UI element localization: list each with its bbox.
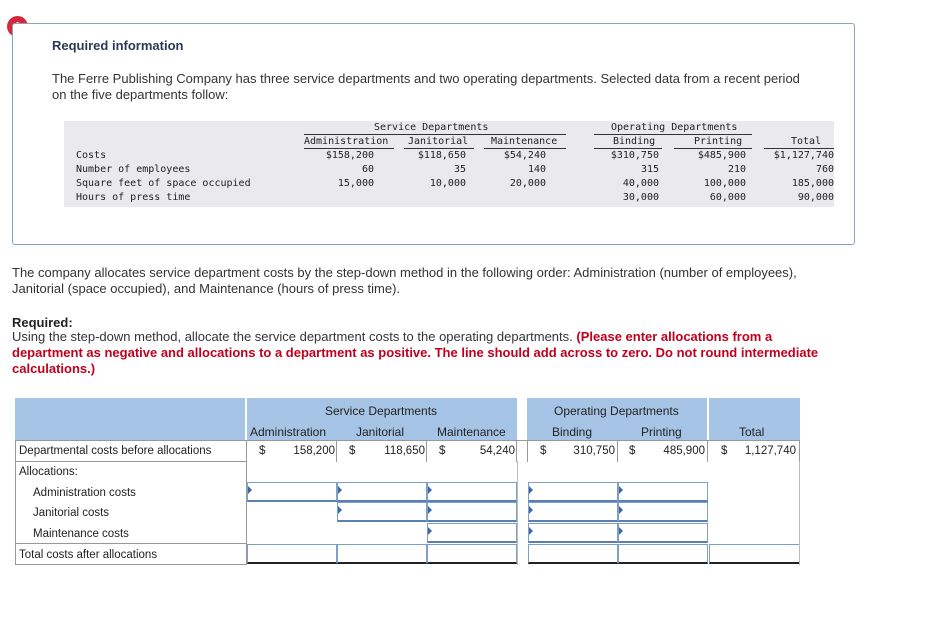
admin-alloc-janitorial-input[interactable] bbox=[337, 482, 427, 502]
source-cell: 60,000 bbox=[709, 192, 746, 203]
col-divider bbox=[527, 440, 528, 462]
source-cell: 20,000 bbox=[509, 178, 546, 189]
source-row-label: Number of employees bbox=[76, 164, 191, 175]
row-divider bbox=[15, 543, 247, 544]
janitorial-alloc-maintenance-input[interactable] bbox=[427, 502, 517, 522]
admin-header-underline bbox=[304, 148, 394, 149]
col-divider bbox=[517, 461, 518, 565]
row-label-janitorial-costs: Janitorial costs bbox=[33, 507, 110, 519]
service-underline bbox=[304, 134, 566, 135]
currency-symbol: $ bbox=[540, 445, 547, 457]
janitorial-alloc-printing-input[interactable] bbox=[618, 502, 708, 522]
source-cell: 140 bbox=[527, 164, 546, 175]
source-cell: 760 bbox=[815, 164, 834, 175]
row-label-admin-costs: Administration costs bbox=[33, 487, 136, 499]
source-col-admin: Administration bbox=[304, 136, 389, 147]
col-divider bbox=[707, 440, 708, 462]
source-cell: 60 bbox=[361, 164, 374, 175]
before-total-value: 1,127,740 bbox=[744, 445, 796, 457]
allocation-answer-table bbox=[15, 398, 800, 566]
col-divider bbox=[15, 440, 16, 564]
source-cell: $310,750 bbox=[610, 150, 659, 161]
source-col-maintenance: Maintenance bbox=[491, 136, 558, 147]
source-cell: 90,000 bbox=[797, 192, 834, 203]
currency-symbol: $ bbox=[259, 445, 266, 457]
admin-alloc-maintenance-input[interactable] bbox=[427, 482, 517, 502]
before-binding-value: 310,750 bbox=[573, 445, 615, 457]
source-row-label: Costs bbox=[76, 150, 107, 161]
answer-col-admin: Administration bbox=[250, 425, 327, 439]
required-information-panel bbox=[12, 23, 855, 245]
row-divider bbox=[15, 440, 800, 441]
binding-header-underline bbox=[594, 148, 662, 149]
source-group-service: Service Departments bbox=[374, 122, 489, 133]
janitorial-alloc-binding-input[interactable] bbox=[528, 502, 618, 522]
before-maintenance-value: 54,240 bbox=[479, 445, 515, 457]
answer-group-operating: Operating Departments bbox=[554, 404, 679, 418]
col-divider bbox=[799, 440, 800, 462]
header-blank bbox=[15, 398, 245, 440]
currency-symbol: $ bbox=[629, 445, 636, 457]
maintenance-alloc-binding-input[interactable] bbox=[528, 523, 618, 543]
row-divider bbox=[15, 564, 247, 565]
col-divider bbox=[799, 461, 800, 565]
total-after-admin-cell bbox=[247, 544, 337, 564]
janitorial-alloc-janitorial-input[interactable] bbox=[337, 502, 427, 522]
source-cell: 40,000 bbox=[622, 178, 659, 189]
col-divider bbox=[516, 440, 517, 462]
answer-col-maintenance: Maintenance bbox=[437, 425, 506, 439]
source-col-janitorial: Janitorial bbox=[408, 136, 469, 147]
source-cell: $1,127,740 bbox=[773, 150, 834, 161]
source-cell: 100,000 bbox=[703, 178, 746, 189]
col-divider bbox=[336, 440, 337, 462]
before-admin-value: 158,200 bbox=[293, 445, 335, 457]
row-label-allocations: Allocations: bbox=[19, 466, 78, 478]
source-cell: 210 bbox=[727, 164, 746, 175]
source-row-label: Hours of press time bbox=[76, 192, 191, 203]
source-cell: $485,900 bbox=[697, 150, 746, 161]
before-janitorial-value: 118,650 bbox=[384, 445, 425, 457]
source-cell: 15,000 bbox=[337, 178, 374, 189]
method-description: The company allocates service department costs by the step-down method in the following order: Administration (number of employees), Janitorial (space occupied), and Maintenance (hours of press time). bbox=[12, 265, 797, 296]
required-information-title: Required information bbox=[52, 38, 184, 53]
source-cell: 30,000 bbox=[622, 192, 659, 203]
source-col-printing: Printing bbox=[694, 136, 743, 147]
required-title: Required: bbox=[12, 315, 73, 330]
currency-symbol: $ bbox=[721, 445, 728, 457]
row-label-maintenance-costs: Maintenance costs bbox=[33, 528, 129, 540]
row-label-total-after: Total costs after allocations bbox=[19, 549, 158, 561]
source-cell: 10,000 bbox=[429, 178, 466, 189]
currency-symbol: $ bbox=[349, 445, 356, 457]
total-after-printing-cell bbox=[618, 544, 708, 564]
answer-col-printing: Printing bbox=[641, 425, 682, 439]
problem-description: The Ferre Publishing Company has three service departments and two operating departments. Selected data from a recent period on the five departments follow: bbox=[52, 71, 800, 102]
total-after-binding-cell bbox=[528, 544, 618, 564]
answer-col-binding: Binding bbox=[552, 425, 593, 439]
col-divider bbox=[617, 440, 618, 462]
source-cell: 185,000 bbox=[791, 178, 834, 189]
total-header-underline bbox=[764, 148, 834, 149]
maintenance-alloc-maintenance-input[interactable] bbox=[427, 523, 517, 543]
admin-alloc-binding-input[interactable] bbox=[528, 482, 618, 502]
source-group-operating: Operating Departments bbox=[611, 122, 738, 133]
operating-underline bbox=[594, 134, 752, 135]
total-after-janitorial-cell bbox=[337, 544, 427, 564]
admin-alloc-printing-input[interactable] bbox=[618, 482, 708, 502]
admin-alloc-admin-input[interactable] bbox=[247, 482, 337, 502]
answer-col-janitorial: Janitorial bbox=[356, 425, 405, 439]
janitorial-header-underline bbox=[404, 148, 474, 149]
printing-header-underline bbox=[674, 148, 752, 149]
source-row-label: Square feet of space occupied bbox=[76, 178, 251, 189]
source-cell: 315 bbox=[640, 164, 659, 175]
row-label-before: Departmental costs before allocations bbox=[19, 445, 212, 457]
currency-symbol: $ bbox=[439, 445, 446, 457]
answer-group-service: Service Departments bbox=[325, 404, 438, 418]
required-instruction: Using the step-down method, allocate the service department costs to the operating departments. bbox=[12, 329, 573, 344]
answer-col-total: Total bbox=[739, 425, 765, 439]
source-col-binding: Binding bbox=[613, 136, 656, 147]
maintenance-header-underline bbox=[484, 148, 566, 149]
maintenance-alloc-printing-input[interactable] bbox=[618, 523, 708, 543]
source-cell: $54,240 bbox=[503, 150, 546, 161]
required-text bbox=[12, 329, 842, 377]
total-after-maintenance-cell bbox=[427, 544, 517, 564]
source-cell: 35 bbox=[453, 164, 466, 175]
col-divider bbox=[426, 440, 427, 462]
before-printing-value: 485,900 bbox=[663, 445, 705, 457]
required-note: (Please enter allocations from a department as negative and allocations to a department as positive. The line should add across to zero. Do not round intermediate calculations.) bbox=[12, 329, 819, 376]
total-after-total-cell bbox=[709, 544, 800, 564]
source-cell: $118,650 bbox=[417, 150, 466, 161]
source-data-table bbox=[64, 121, 834, 207]
row-divider bbox=[15, 461, 247, 462]
source-col-total: Total bbox=[791, 136, 822, 147]
source-cell: $158,200 bbox=[325, 150, 374, 161]
